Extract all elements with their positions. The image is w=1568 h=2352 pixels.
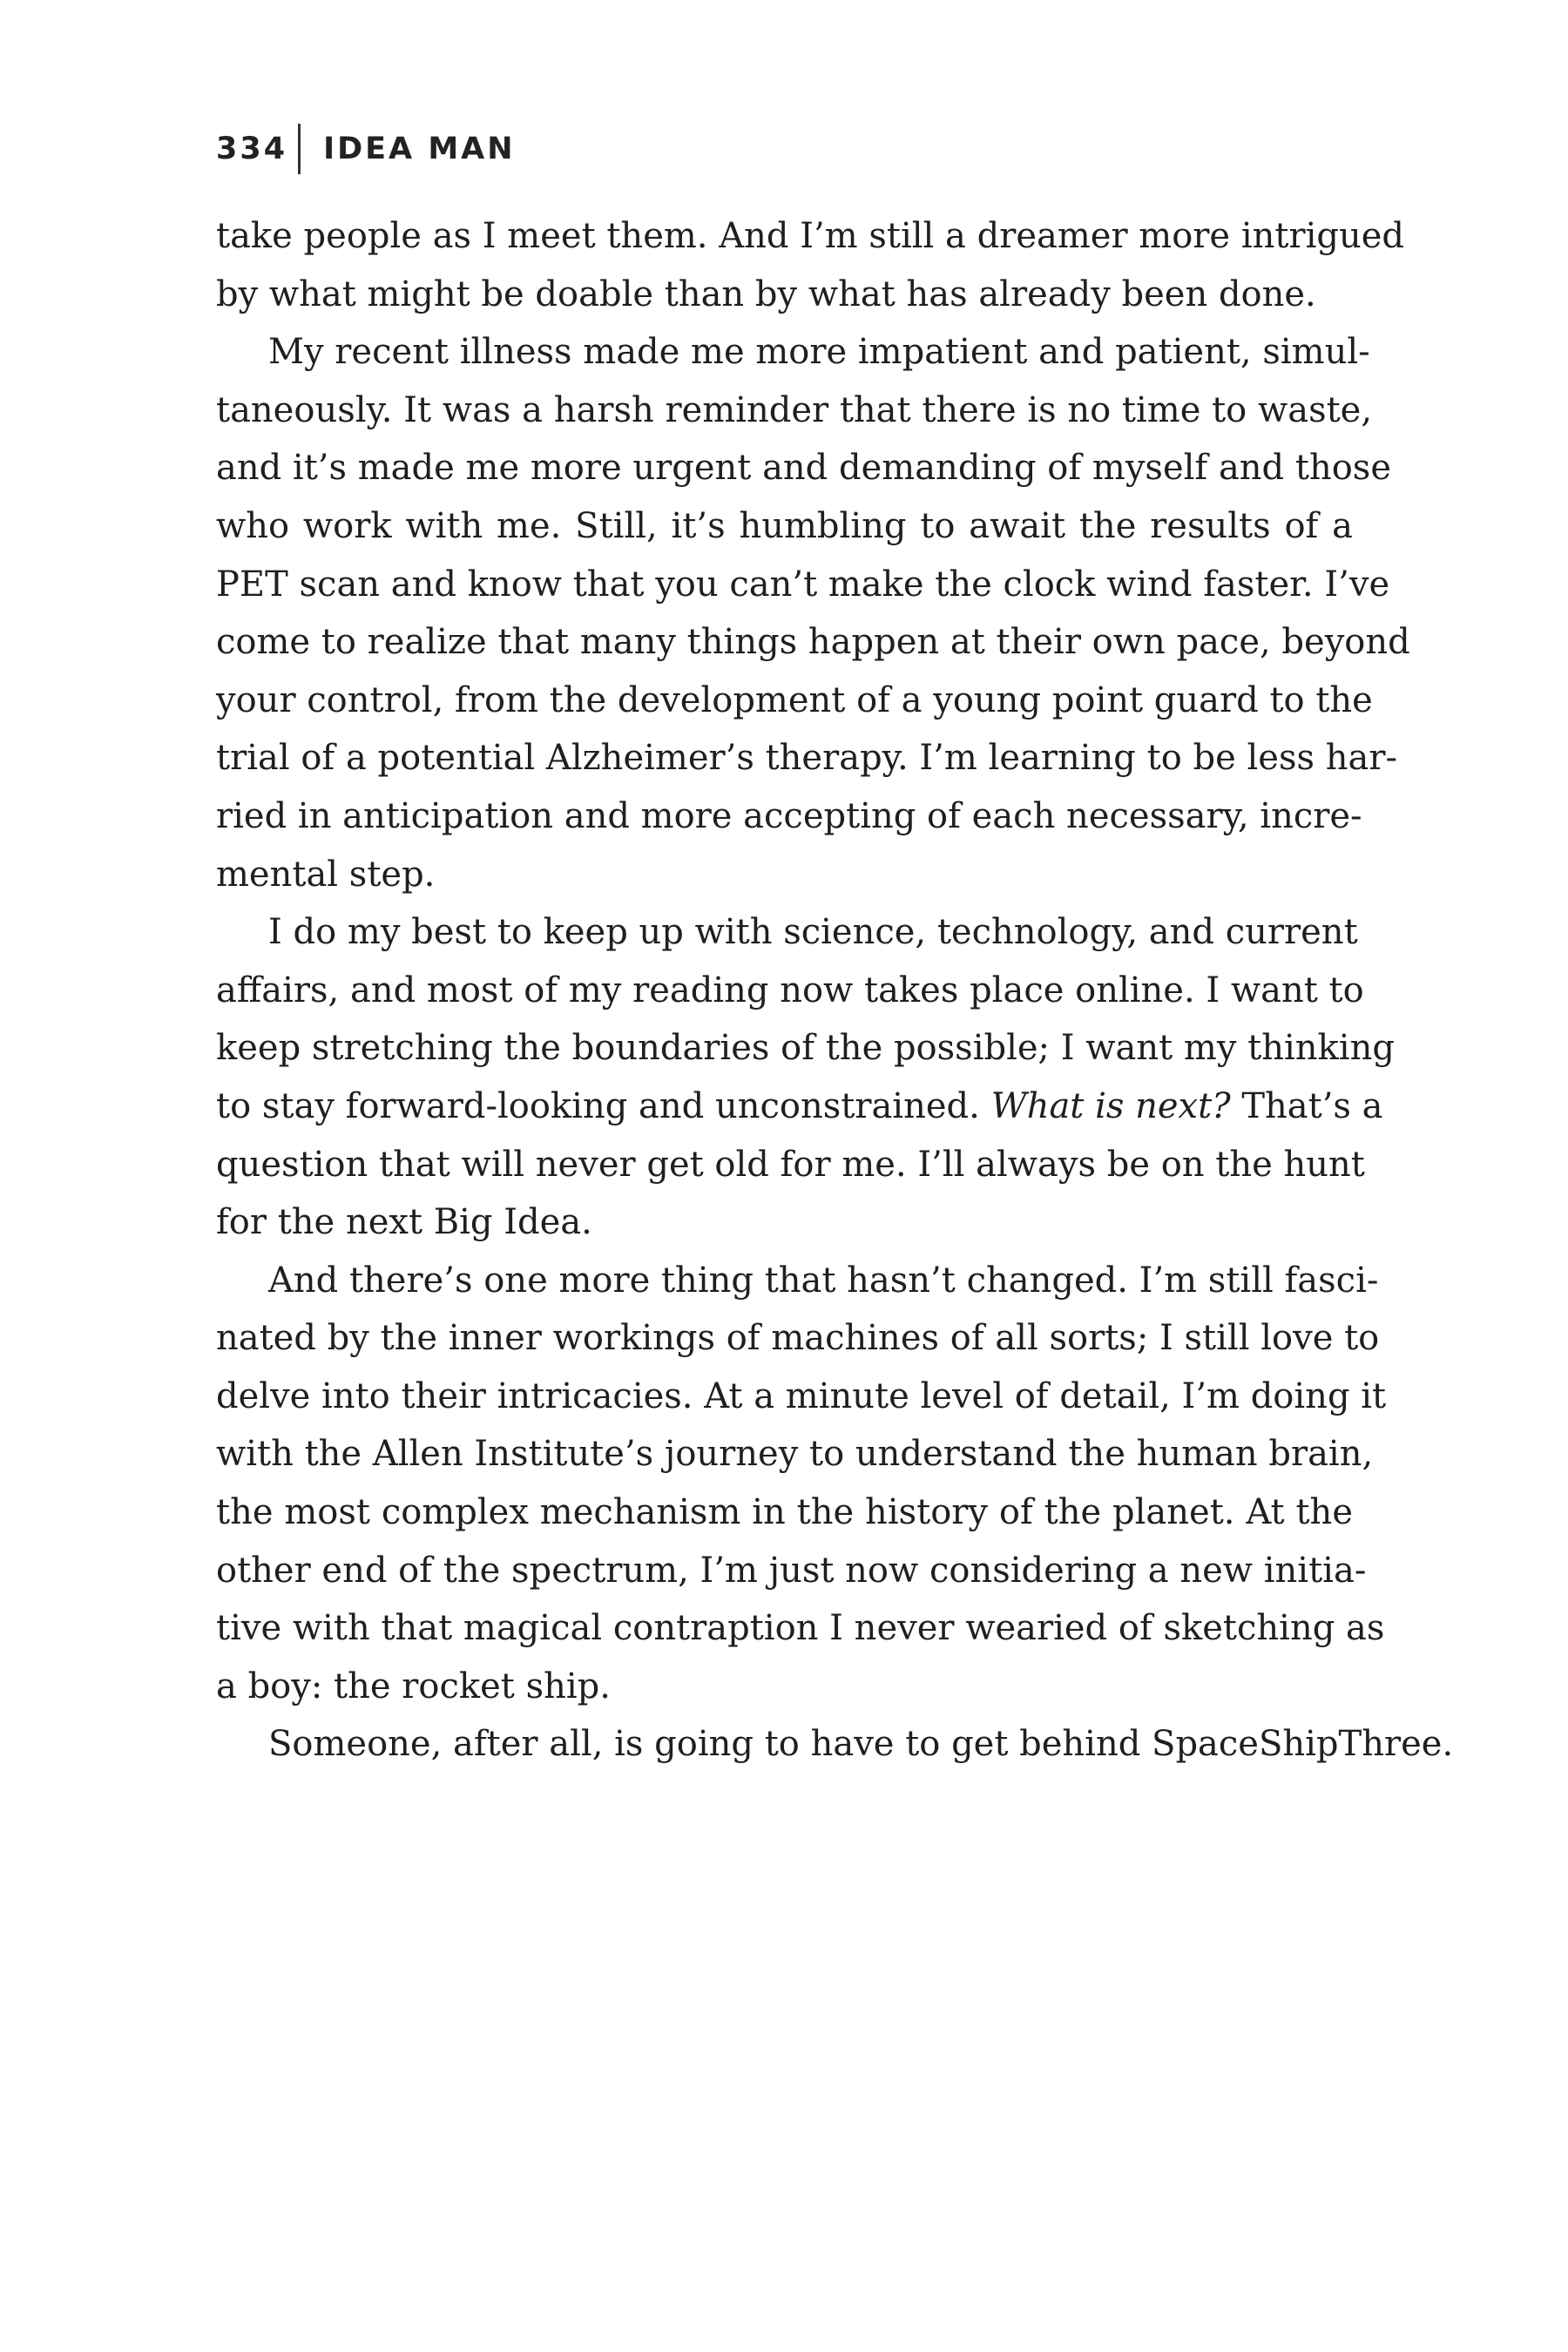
text-line: And there’s one more thing that hasn’t changed. I’m still fasci- bbox=[268, 1260, 1379, 1301]
text-line: delve into their intricacies. At a minute level of detail, I’m doing it bbox=[216, 1375, 1387, 1416]
text-line: nated by the inner workings of machines of all sorts; I still love to bbox=[216, 1318, 1380, 1359]
text-line: other end of the spectrum, I’m just now considering a new initia- bbox=[216, 1550, 1367, 1591]
text-segment: to stay forward-looking and unconstrained. bbox=[216, 1085, 980, 1126]
italic-phrase: What is next? bbox=[990, 1085, 1231, 1126]
paragraph-3 bbox=[216, 903, 1395, 1252]
running-head bbox=[216, 124, 516, 174]
paragraph-1 bbox=[216, 207, 1405, 323]
paragraph-2 bbox=[216, 323, 1410, 903]
text-line: your control, from the development of a young point guard to the bbox=[216, 679, 1373, 720]
text-line: tive with that magical contraption I never wearied of sketching as bbox=[216, 1608, 1385, 1649]
text-line: question that will never get old for me. I’ll always be on the hunt bbox=[216, 1144, 1365, 1185]
text-line: come to realize that many things happen at their own pace, beyond bbox=[216, 622, 1410, 663]
text-line: PET scan and know that you can’t make the clock wind faster. I’ve bbox=[216, 564, 1390, 605]
body-text bbox=[216, 207, 1454, 1774]
text-line: for the next Big Idea. bbox=[216, 1202, 592, 1243]
page-number: 334 bbox=[216, 132, 288, 166]
text-line: mental step. bbox=[216, 854, 436, 895]
text-line: the most complex mechanism in the history of the planet. At the bbox=[216, 1492, 1353, 1533]
text-line: take people as I meet them. And I’m still a dreamer more intrigued bbox=[216, 216, 1405, 256]
text-line: and it’s made me more urgent and demanding of myself and those bbox=[216, 448, 1391, 489]
text-line: trial of a potential Alzheimer’s therapy. I’m learning to be less har- bbox=[216, 738, 1397, 779]
text-line: who work with me. Still, it’s humbling to await the results of a bbox=[216, 505, 1353, 546]
text-line: by what might be doable than by what has already been done. bbox=[216, 274, 1316, 314]
text-line: keep stretching the boundaries of the possible; I want my thinking bbox=[216, 1028, 1395, 1069]
header-divider bbox=[298, 124, 301, 174]
text-segment: That’s a bbox=[1230, 1085, 1383, 1126]
text-line: ried in anticipation and more accepting of each necessary, incre- bbox=[216, 795, 1362, 836]
text-line: I do my best to keep up with science, technology, and current bbox=[268, 912, 1358, 953]
paragraph-4 bbox=[216, 1252, 1387, 1716]
book-title: IDEA MAN bbox=[323, 132, 516, 166]
text-line: taneously. It was a harsh reminder that there is no time to waste, bbox=[216, 389, 1373, 430]
paragraph-5 bbox=[216, 1715, 1454, 1774]
text-line: with the Allen Institute’s journey to understand the human brain, bbox=[216, 1434, 1374, 1475]
text-line: a boy: the rocket ship. bbox=[216, 1666, 611, 1707]
text-line-with-italic bbox=[216, 1078, 1383, 1136]
text-line: affairs, and most of my reading now takes place online. I want to bbox=[216, 970, 1364, 1010]
text-line: Someone, after all, is going to have to get behind SpaceShipThree. bbox=[268, 1724, 1454, 1765]
text-line: My recent illness made me more impatient and patient, simul- bbox=[268, 332, 1370, 373]
